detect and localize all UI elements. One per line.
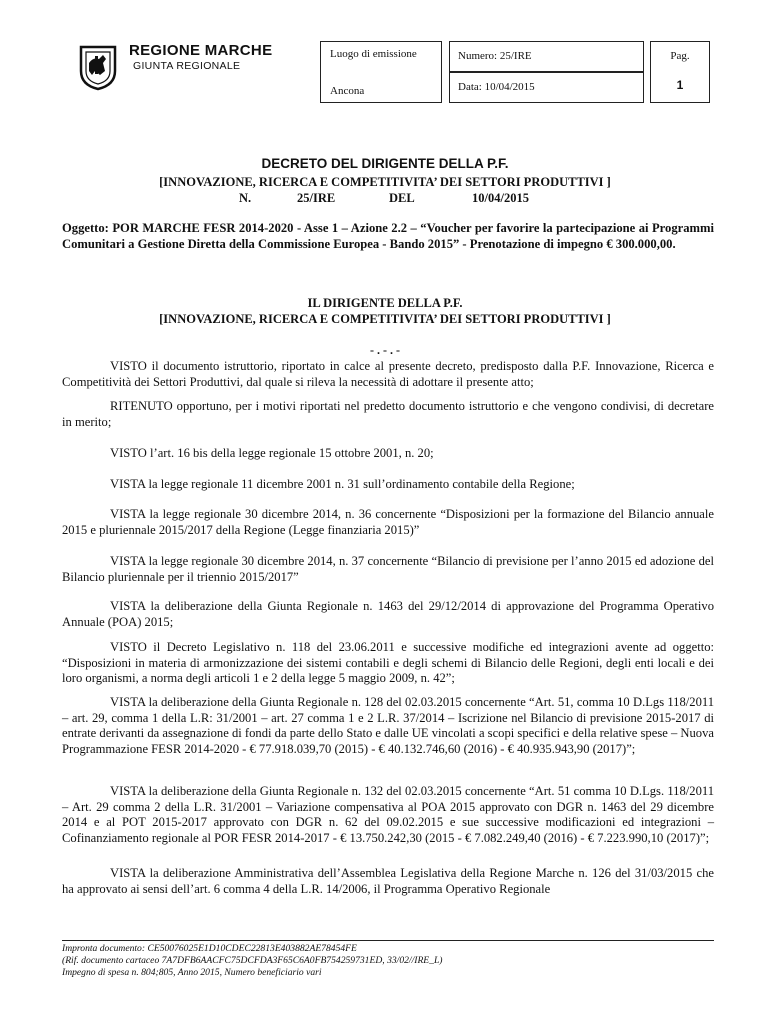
paragraph: VISTA la legge regionale 30 dicembre 2014, n. 37 concernente “Bilancio di previsione per l’anno 2015 ed adozione del Bilancio pluriennale per il triennio 2015/2017”	[62, 554, 714, 584]
luogo-label: Luogo di emissione	[330, 48, 417, 60]
decree-date: 10/04/2015	[472, 191, 529, 205]
paragraph: VISTA la legge regionale 11 dicembre 2001 n. 31 sull’ordinamento contabile della Regione;	[110, 477, 575, 491]
numero-box	[449, 41, 644, 72]
paragraph: VISTA la deliberazione Amministrativa dell’Assemblea Legislativa della Regione Marche n. 126 del 31/03/2015 che ha approvato ai sensi dell’art. 6 comma 4 della L.R. 14/2006, il Programma Operativo Regionale	[62, 866, 714, 896]
footer-riferimento: (Rif. documento cartaceo 7A7DFB6AACFC75DCFDA3F65C6A0FB754259731ED, 33/02//IRE_L)	[62, 955, 443, 966]
org-subtitle: GIUNTA REGIONALE	[133, 60, 241, 72]
paragraph: VISTO il Decreto Legislativo n. 118 del 23.06.2011 e successive modifiche ed integrazioni avente ad oggetto: “Disposizioni in materia di armonizzazione dei sistemi contabili e degli schemi di Bilancio delle Regioni, degli enti locali e dei loro organismi, a norma degli articoli 1 e 2 della legge 5 maggio 2009, n. 42”;	[62, 640, 714, 686]
paragraph: VISTA la deliberazione della Giunta Regionale n. 128 del 02.03.2015 concernente “Art. 51, comma 10 D.Lgs 118/2011 – art. 29, comma 1 della L.R: 31/2001 – art. 27 comma 1 e 2 L.R. 37/2014 – Iscrizione nel Bilancio di previsione 2015-2017 di entrate derivanti da assegnazione di fondi da parte dello Stato e dalle UE vincolati a scopi specifici e della relative spese – Nuova Programmazione FESR 2014-2020 - € 77.918.039,70 (2015) - € 40.132.746,60 (2016) - € 40.935.943,90 (2017)”;	[62, 695, 714, 757]
paragraph: VISTA la legge regionale 30 dicembre 2014, n. 36 concernente “Disposizioni per la formazione del Bilancio annuale 2015 e pluriennale 2015/2017 della Regione (Legge finanziaria 2015)”	[62, 507, 714, 537]
decree-office: [INNOVAZIONE, RICERCA E COMPETITIVITA’ DEI SETTORI PRODUTTIVI ]	[159, 175, 611, 189]
luogo-value: Ancona	[330, 85, 365, 97]
org-name: REGIONE MARCHE	[129, 42, 273, 59]
page-label: Pag.	[670, 50, 690, 62]
luogo-box	[320, 41, 442, 103]
decree-number: 25/IRE	[297, 191, 336, 205]
dirigente-office: [INNOVAZIONE, RICERCA E COMPETITIVITA’ DEI SETTORI PRODUTTIVI ]	[159, 312, 611, 326]
separator: - . - . -	[370, 343, 400, 357]
paragraph: VISTO il documento istruttorio, riportato in calce al presente decreto, predisposto dalla P.F. Innovazione, Ricerca e Competitività dei Settori Produttivi, dal quale si rileva la necessità di adottare il presente atto;	[62, 359, 714, 389]
data-box	[449, 72, 644, 103]
paragraph: VISTA la deliberazione della Giunta Regionale n. 132 del 02.03.2015 concernente “Art. 51 comma 10 D.Lgs. 118/2011 – Art. 29 comma 2 della L.R. 31/2001 – Variazione compensativa al POA 2015 approvato con DGR n. 1463 del 29 dicembre 2014 e al POT 2015-2017 approvato con DGR n. 62 del 09.02.2015 e sue successive modificazioni ed integrazioni – Cofinanziamento regionale al POR FESR 2014-2017 - € 13.750.242,30 (2015 - € 7.082.249,40 (2016) - € 7.223.990,10 (2017)”;	[62, 784, 714, 846]
page-box	[650, 41, 710, 103]
paragraph: VISTA la deliberazione della Giunta Regionale n. 1463 del 29/12/2014 di approvazione del Programma Operativo Annuale (POA) 2015;	[62, 599, 714, 629]
decree-date-label: DEL	[389, 191, 415, 205]
decree-title: DECRETO DEL DIRIGENTE DELLA P.F.	[261, 156, 509, 171]
footer-impegno: Impegno di spesa n. 804;805, Anno 2015, Numero beneficiario vari	[62, 967, 322, 978]
dirigente-heading: IL DIRIGENTE DELLA P.F.	[307, 296, 463, 310]
oggetto: Oggetto: POR MARCHE FESR 2014-2020 - Asse 1 – Azione 2.2 – “Voucher per favorire la partecipazione ai Programmi Comunitari a Gestione Diretta della Commissione Europea - Bando 2015” - Prenotazione di impegno € 300.000,00.	[62, 221, 714, 251]
paragraph: VISTO l’art. 16 bis della legge regionale 15 ottobre 2001, n. 20;	[110, 446, 434, 460]
footer-impronta: Impronta documento: CE50076025E1D10CDEC22813E403882AE78454FE	[62, 943, 357, 954]
numero-value: Numero: 25/IRE	[458, 50, 532, 62]
paragraph: RITENUTO opportuno, per i motivi riportati nel predetto documento istruttorio e che vengono condivisi, di decretare in merito;	[62, 399, 714, 429]
page-number: 1	[676, 78, 684, 92]
data-value: Data: 10/04/2015	[458, 81, 535, 93]
decree-number-label: N.	[239, 191, 252, 205]
footer-rule	[62, 940, 714, 941]
regione-marche-logo	[73, 41, 123, 91]
